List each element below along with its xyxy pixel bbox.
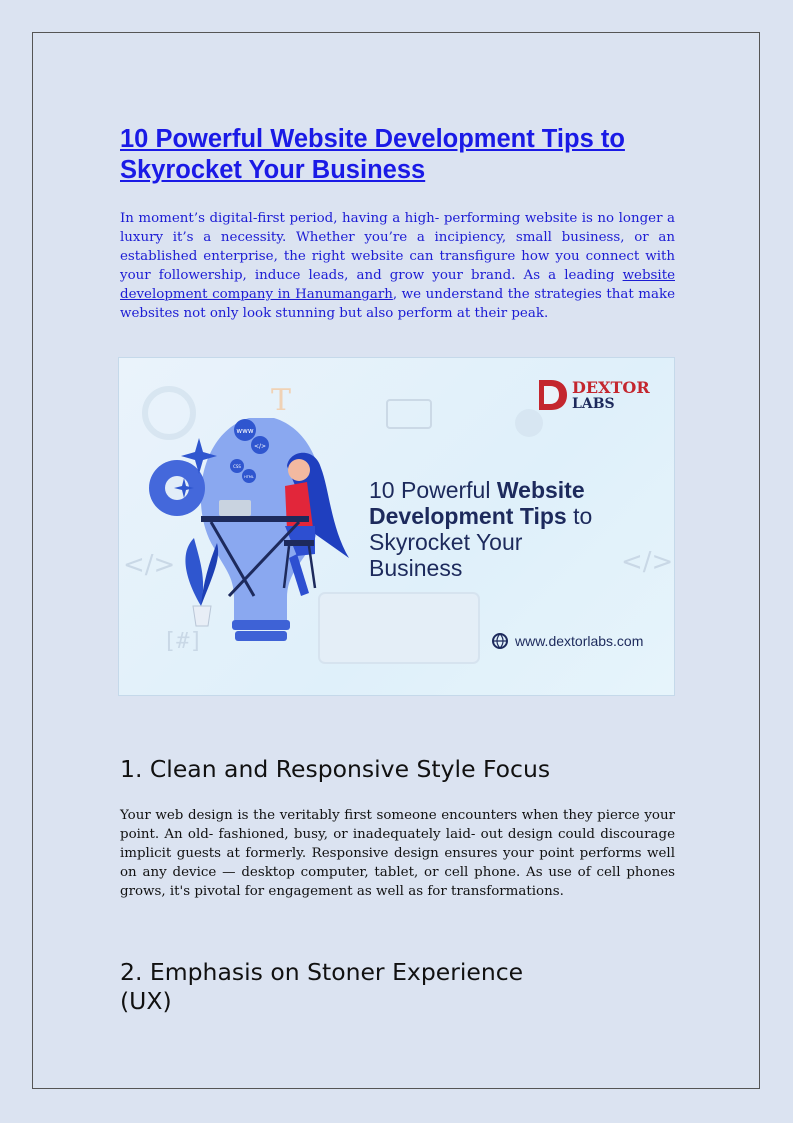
- website-development-link[interactable]: website development company in Hanumangarh: [120, 268, 675, 302]
- document-title[interactable]: 10 Powerful Website Development Tips to Skyrocket Your Business: [120, 125, 625, 184]
- section-1-body: Your web design is the veritably first someone encounters when they pierce your point. An old- fashioned, busy, or inadequately laid- out design could discourage implicit guests at formerly. Responsive design ensures your point performs well on any device — desktop computer, tablet, or cell phone. As use of cell phones grows, it's pivotal for engagement as well as for transformations.: [120, 808, 675, 899]
- svg-text:DEXTOR: DEXTOR: [572, 378, 650, 397]
- potted-plant-illustration: [185, 538, 218, 626]
- svg-text:Skyrocket Your: Skyrocket Your: [369, 529, 523, 555]
- svg-text:</>: </>: [253, 443, 267, 450]
- svg-text:Development Tips to: Development Tips to: [369, 503, 593, 529]
- article-banner-image: [118, 357, 675, 696]
- section-1-heading: 1. Clean and Responsive Style Focus: [120, 755, 551, 783]
- background-code-symbol: </>: [621, 547, 674, 577]
- dextor-labs-logo: [539, 378, 650, 412]
- svg-text:www.dextorlabs.com: www.dextorlabs.com: [515, 633, 644, 649]
- section-2-heading: 2. Emphasis on Stoner Experience (UX): [120, 958, 524, 1015]
- svg-text:LABS: LABS: [572, 396, 615, 412]
- svg-text:www: www: [236, 427, 254, 435]
- banner-headline: [369, 477, 592, 581]
- background-gear-icon: [145, 389, 543, 437]
- svg-text:Business: Business: [369, 555, 463, 581]
- svg-text:CSS: CSS: [233, 464, 241, 469]
- background-code-symbol: </>: [123, 550, 176, 580]
- background-code-symbol: [#]: [163, 629, 203, 654]
- background-code-symbol: T: [271, 383, 292, 418]
- svg-text:10 Powerful Website: 10 Powerful Website: [369, 477, 585, 503]
- intro-paragraph: [120, 209, 675, 323]
- intro-text-end: , we understand the strategies that make websites not only look stunning but also perform at their peak.: [120, 287, 675, 321]
- website-url: [493, 633, 643, 649]
- svg-text:HTML: HTML: [244, 475, 254, 479]
- intro-text-start: In moment’s digital-first period, having a high- performing website is no longer a luxury it’s a necessity. Whether you’re a incipiency, small business, or an established enterprise, the right website can transfigure how you connect with your followership, induce leads, and grow your brand. As a leading: [120, 211, 675, 283]
